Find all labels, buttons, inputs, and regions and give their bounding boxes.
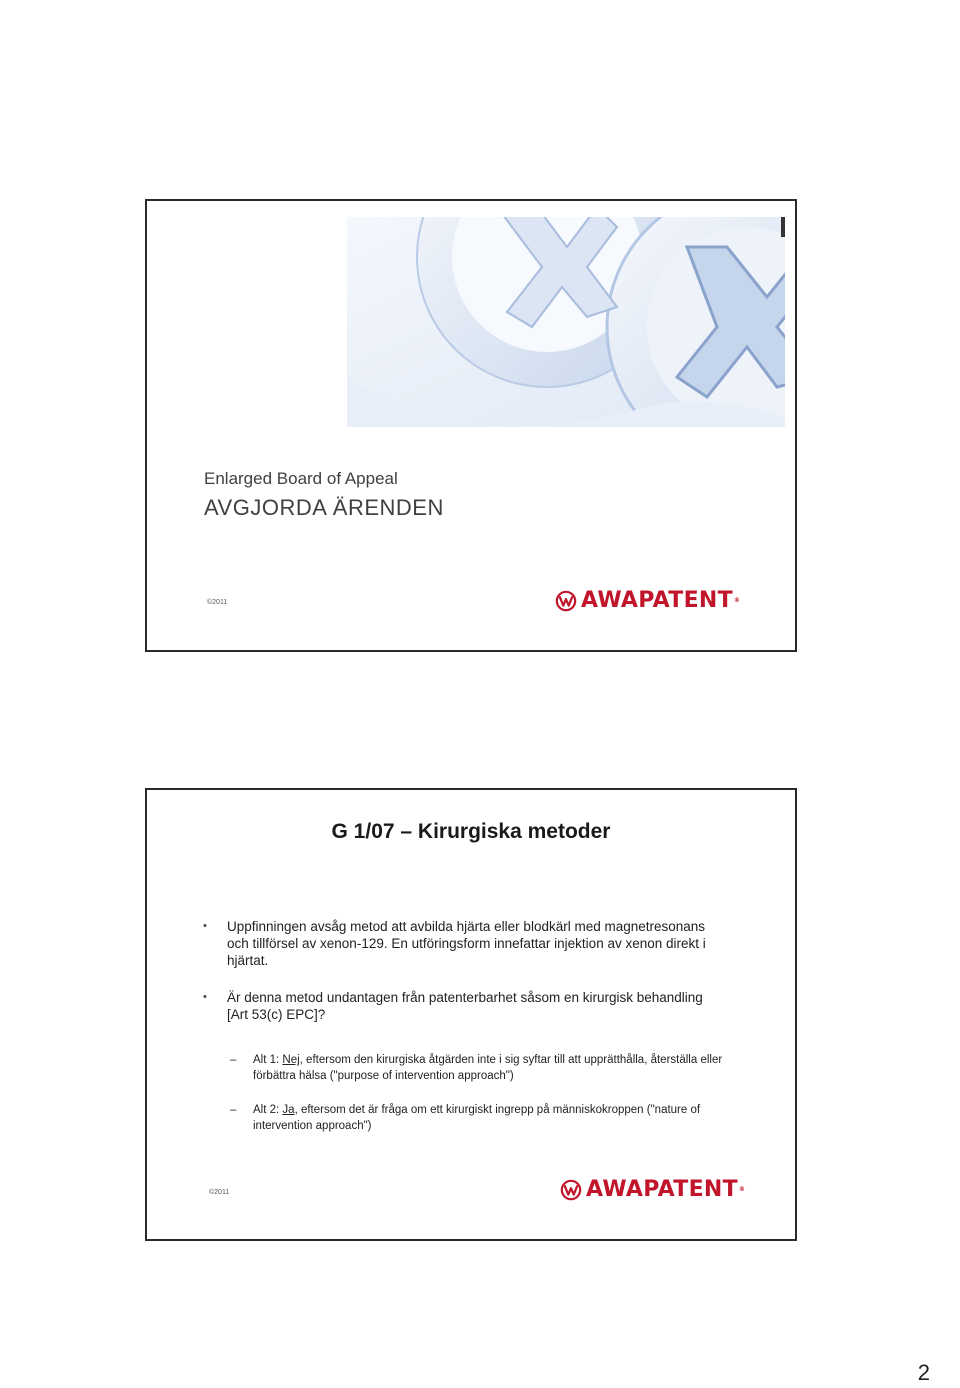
copyright-text: ©2011	[207, 599, 228, 606]
awapatent-logo	[560, 1177, 745, 1202]
brand-registered-mark: ®	[733, 597, 741, 604]
sub-bullet-item	[253, 1052, 753, 1084]
slide-title	[145, 199, 797, 652]
slide-subtitle: Enlarged Board of Appeal	[204, 469, 398, 488]
slide-title-heading: G 1/07 – Kirurgiska metoder	[331, 820, 611, 843]
brand-name: AWAPATENT	[581, 588, 733, 613]
awapatent-mark-icon	[555, 590, 577, 612]
slide-content	[145, 788, 797, 1241]
hero-logo-graphic	[347, 217, 785, 427]
page-number: 2	[917, 1360, 930, 1385]
awapatent-mark-icon	[560, 1179, 582, 1201]
alt-label: Alt 1:	[253, 1054, 283, 1066]
brand-name: AWAPATENT	[586, 1177, 738, 1202]
alt-explanation: , eftersom den kirurgiska åtgärden inte i sig syftar till att upprätthålla, återställa eller förbättra hälsa ("purpose of intervention approach")	[253, 1054, 723, 1082]
copyright-text: ©2011	[209, 1189, 230, 1196]
alt-explanation: , eftersom det är fråga om ett kirurgiskt ingrepp på människokroppen ("nature of intervention approach")	[253, 1104, 701, 1132]
bullet-item: • Uppfinningen avsåg metod att avbilda hjärta eller blodkärl med magnetresonans och tillförsel av xenon-129. En utföringsform innefattar injektion av xenon direkt i hjärtat.	[227, 918, 727, 969]
bullet-item: • Är denna metod undantagen från patenterbarhet såsom en kirurgisk behandling [Art 53(c) EPC]?	[227, 989, 727, 1023]
bullet-list	[227, 918, 727, 1043]
alt-label: Alt 2:	[253, 1104, 283, 1116]
alt-answer: Ja	[282, 1104, 295, 1116]
brand-registered-mark: ®	[738, 1186, 746, 1193]
slide-title-heading: AVGJORDA ÄRENDEN	[204, 495, 444, 520]
hero-watermark-image	[347, 217, 785, 427]
alt-answer: Nej	[282, 1054, 300, 1066]
sub-bullet-list	[253, 1052, 753, 1152]
awapatent-logo	[555, 588, 740, 613]
sub-bullet-item	[253, 1102, 753, 1134]
